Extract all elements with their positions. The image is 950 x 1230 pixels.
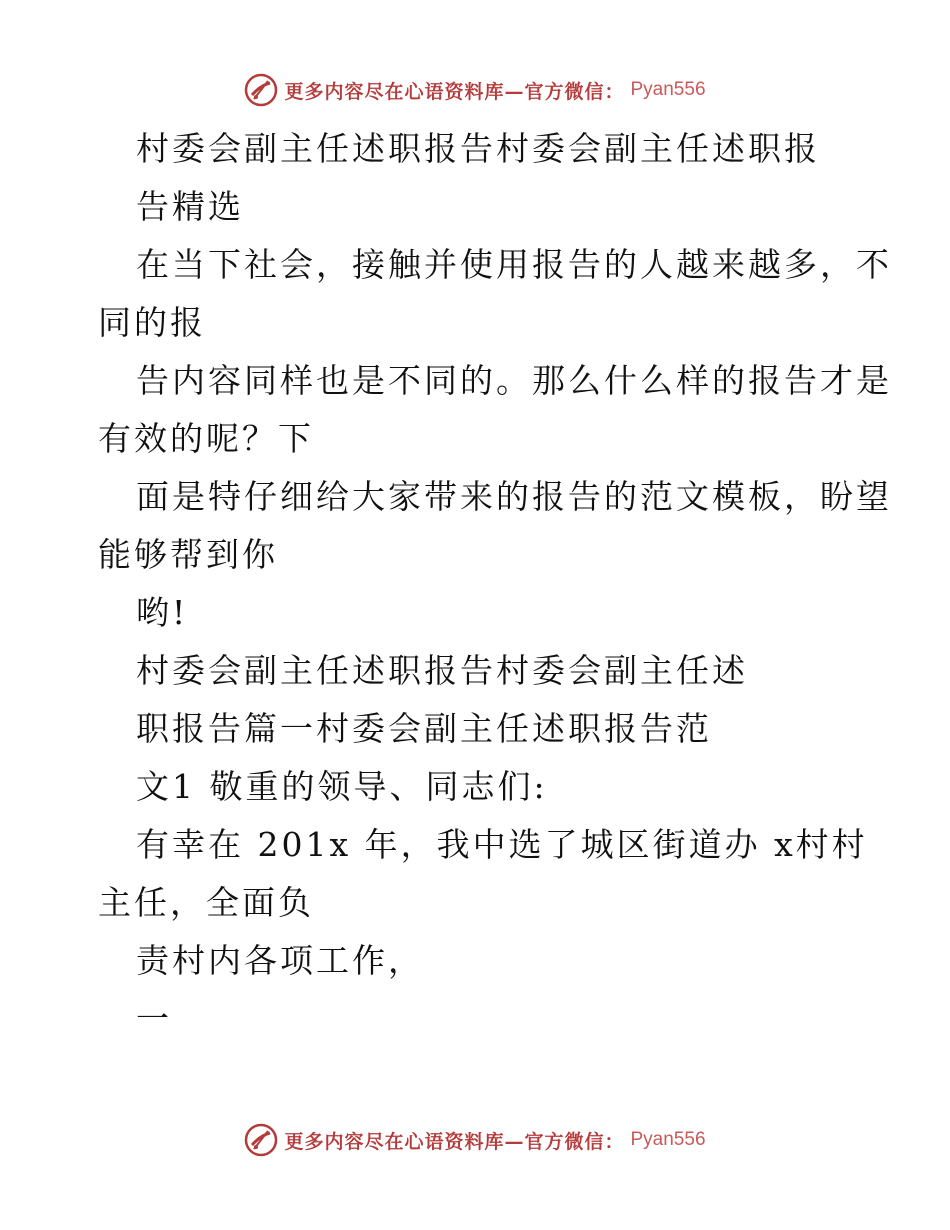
header-banner-wechat-id: Pyan556 — [630, 79, 706, 100]
text-line: 有效的呢？下 — [98, 419, 314, 458]
text-line: 有幸在 201x 年，我中选了城区街道办 x村村 — [136, 825, 868, 864]
text-line: 文1 敬重的领导、同志们: — [136, 767, 548, 806]
text-line: 一 — [136, 999, 172, 1038]
text-line: 责村内各项工作， — [136, 941, 424, 980]
document-body — [98, 120, 892, 1048]
header-banner-text: 更多内容尽在心语资料库—官方微信： — [284, 80, 625, 103]
book-pen-logo-icon — [244, 1123, 278, 1157]
text-line: 告精选 — [136, 187, 244, 226]
footer-banner-text: 更多内容尽在心语资料库—官方微信： — [284, 1130, 625, 1153]
text-line: 能够帮到你 — [98, 535, 278, 574]
footer-watermark-banner — [0, 1120, 950, 1160]
text-line: 村委会副主任述职报告村委会副主任述 — [136, 651, 748, 690]
text-line: 告内容同样也是不同的。那么什么样的报告才是 — [136, 361, 892, 400]
text-line: 主任，全面负 — [98, 883, 314, 922]
text-line: 在当下社会，接触并使用报告的人越来越多，不 — [136, 245, 892, 284]
text-line: 同的报 — [98, 303, 206, 342]
text-line: 哟! — [136, 593, 189, 632]
text-line: 职报告篇一村委会副主任述职报告范 — [136, 709, 712, 748]
book-pen-logo-icon — [244, 73, 278, 107]
header-watermark-banner — [0, 70, 950, 110]
footer-banner-wechat-id: Pyan556 — [630, 1129, 706, 1150]
text-line: 面是特仔细给大家带来的报告的范文模板，盼望 — [136, 477, 892, 516]
text-line: 村委会副主任述职报告村委会副主任述职报 — [136, 129, 820, 168]
